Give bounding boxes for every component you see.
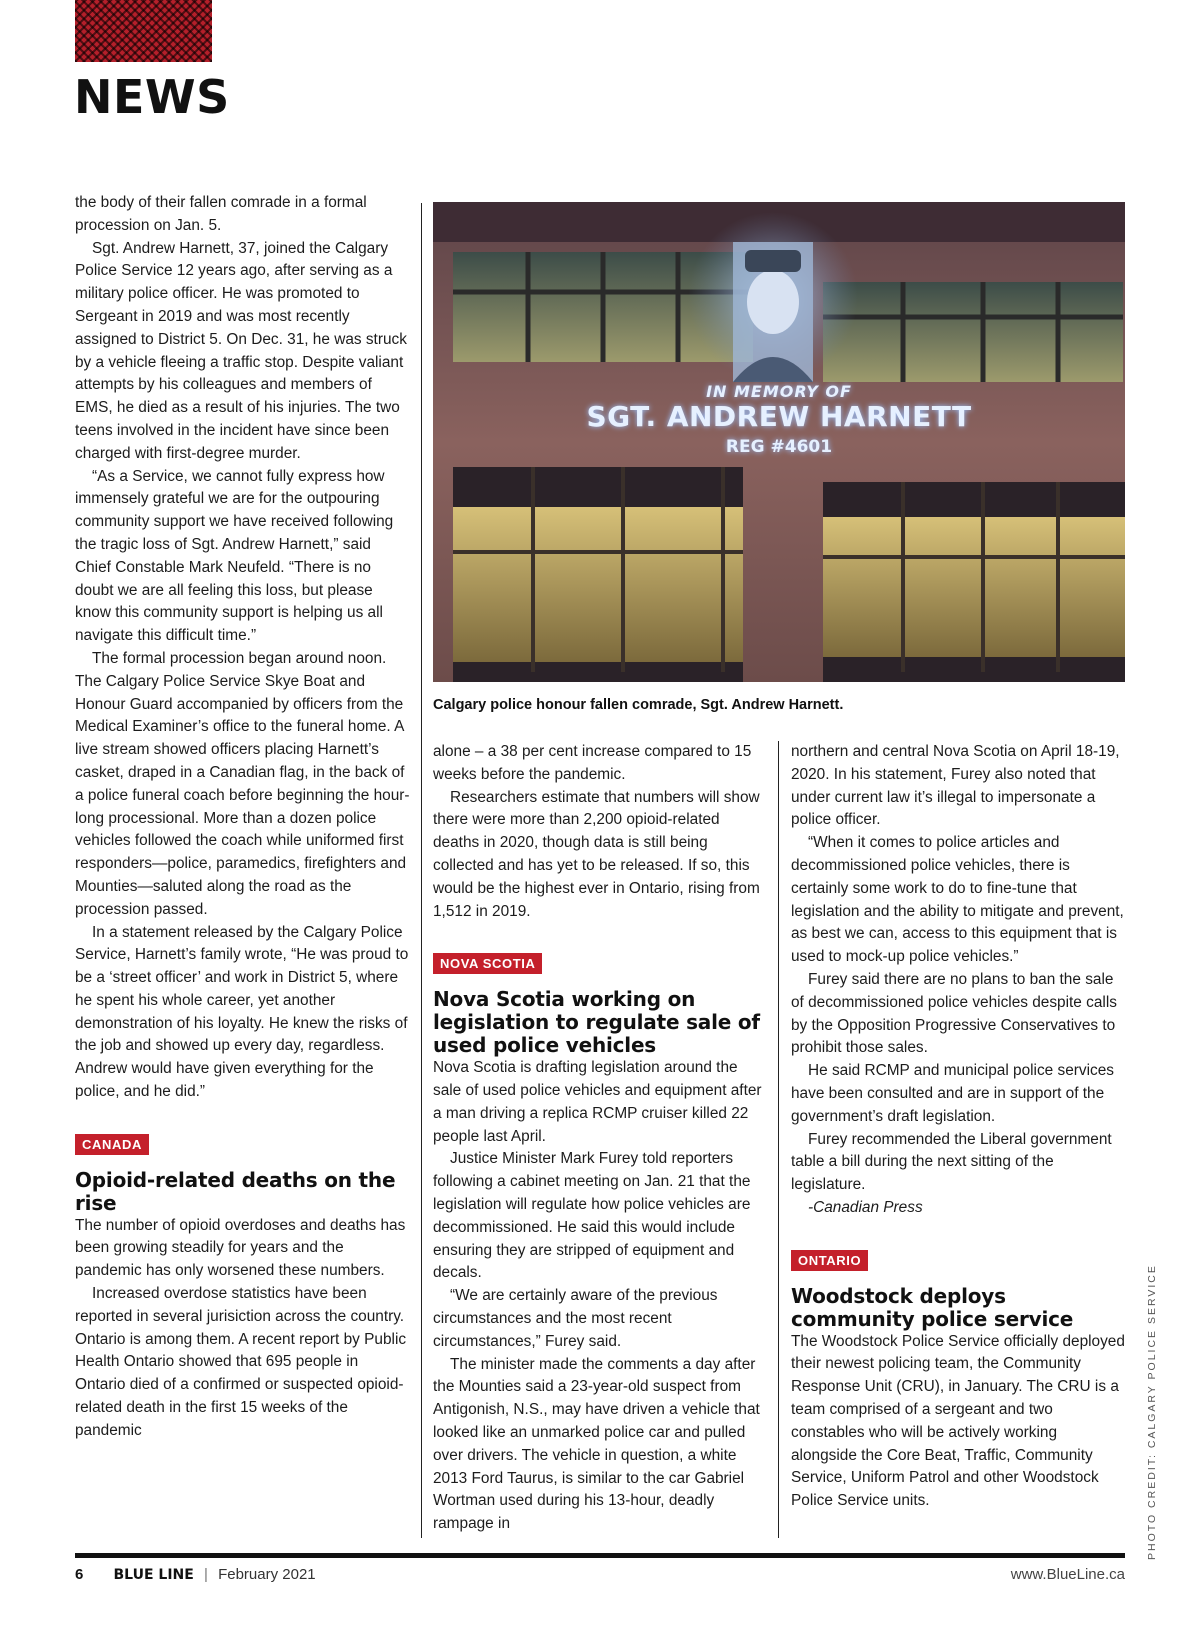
column-divider — [778, 741, 779, 1538]
section-title: NEWS — [74, 70, 230, 124]
issue-date: February 2021 — [218, 1566, 316, 1583]
opioid-paragraph: Increased overdose statistics have been reported in several jurisiction across the country. Ontario is among them. A recent report by Public Health Ontario showed that 695 people in Ontario died of a confirmed or suspected opioid-related death in the first 15 weeks of the pandemic — [75, 1285, 407, 1439]
nova-scotia-paragraph: northern and central Nova Scotia on April 18-19, 2020. In his statement, Furey also noted that under current law it’s illegal to impersonate a police officer. — [791, 743, 1120, 829]
nova-scotia-paragraph: He said RCMP and municipal police services have been consulted and are in support of the government’s draft legislation. — [791, 1062, 1114, 1125]
column-2 — [433, 741, 765, 1536]
column-1 — [75, 192, 411, 1443]
page-footer — [75, 1566, 1125, 1588]
ontario-paragraph: The Woodstock Police Service officially deployed their newest policing team, the Community Response Unit (CRU), in January. The CRU is a team comprised of a sergeant and two constables who will be actively working alongside the Core Beat, Traffic, Community Service, Uniform Patrol and other Woodstock Police Service units. — [791, 1332, 1125, 1510]
page-number: 6 — [75, 1566, 84, 1583]
nova-scotia-paragraph: Furey said there are no plans to ban the sale of decommissioned police vehicles despite calls by the Opposition Progressive Conservatives to prohibit those sales. — [791, 970, 1117, 1057]
nova-scotia-paragraph: The minister made the comments a day after the Mounties said a 23-year-old suspect from Antigonish, N.S., may have driven a vehicle that looked like an unmarked police car and pulled over drivers. The vehicle in question, a white 2013 Ford Taurus, is similar to the car Gabriel Wortman used during his 13-hour, deadly rampage in — [433, 1355, 760, 1533]
opioid-paragraph: alone – a 38 per cent increase compared to 15 weeks before the pandemic. — [433, 743, 752, 783]
nova-scotia-paragraph: Nova Scotia is drafting legislation around the sale of used police vehicles and equipment after a man driving a replica RCMP cruiser killed 22 people last April. — [433, 1059, 762, 1145]
nova-scotia-paragraph: “When it comes to police articles and decommissioned police vehicles, there is certainly some work to do to fine-tune that legislation and the ability to mitigate and prevent, as best we can, access to this equipment that is used to mock-up police vehicles.” — [791, 834, 1124, 966]
column-divider — [421, 203, 422, 1538]
column-3 — [791, 741, 1125, 1513]
photo-caption: Calgary police honour fallen comrade, Sgt. Andrew Harnett. — [433, 697, 844, 713]
nova-scotia-headline: Nova Scotia working on legislation to regulate sale of used police vehicles — [433, 987, 760, 1058]
photo-credit: PHOTO CREDIT: CALGARY POLICE SERVICE — [1146, 1264, 1158, 1560]
nova-scotia-paragraph: Justice Minister Mark Furey told reporters following a cabinet meeting on Jan. 21 that the legislation will regulate how police vehicles are decommissioned. He said this would include ensuring they are stripped of equipment and decals. — [433, 1150, 751, 1282]
region-tag-canada: CANADA — [75, 1134, 149, 1155]
harnett-paragraph: In a statement released by the Calgary Police Service, Harnett’s family wrote, “He was proud to be a ‘street officer’ and work in District 5, where he spent his whole career, yet another demonstration of his loyalty. He knew the risks of the job and showed up every day, regardless. Andrew would have given everything for the police, and he did.” — [75, 923, 409, 1101]
projected-portrait — [688, 212, 858, 382]
projection-line-3: REG #4601 — [725, 437, 833, 457]
projection-line-2: SGT. ANDREW HARNETT — [586, 400, 972, 433]
harnett-paragraph: “As a Service, we cannot fully express how immensely grateful we are for the outpouring community support we have received following the tragic loss of Sgt. Andrew Harnett,” said Chief Constable Mark Neufeld. “There is no doubt we are all feeling this loss, but please know this community support is helping us all navigate this difficult time.” — [75, 467, 394, 645]
article-signoff: -Canadian Press — [808, 1198, 923, 1216]
ontario-headline: Woodstock deploys community police service — [791, 1283, 1074, 1331]
nova-scotia-paragraph: Furey recommended the Liberal government table a bill during the next sitting of the legislature. — [791, 1130, 1112, 1194]
projection-text — [433, 382, 1125, 457]
website-link[interactable]: www.BlueLine.ca — [1010, 1566, 1125, 1583]
opioid-headline: Opioid-related deaths on the rise — [75, 1167, 396, 1215]
region-tag-ontario: ONTARIO — [791, 1250, 868, 1271]
region-tag-nova-scotia: NOVA SCOTIA — [433, 953, 542, 974]
header-pattern-block — [75, 0, 212, 62]
projection-line-1: IN MEMORY OF — [706, 382, 852, 401]
footer-rule — [75, 1553, 1125, 1558]
harnett-paragraph: Sgt. Andrew Harnett, 37, joined the Calgary Police Service 12 years ago, after serving as a military police officer. He was promoted to Sergeant in 2019 and was most recently assigned to District 5. On Dec. 31, he was struck by a vehicle fleeing a traffic stop. Despite valiant attempts by his colleagues and members of EMS, he died as a result of his injuries. The two teens involved in the incident have since been charged with first-degree murder. — [75, 239, 407, 462]
harnett-paragraph: the body of their fallen comrade in a formal procession on Jan. 5. — [75, 194, 367, 234]
opioid-paragraph: The number of opioid overdoses and deaths has been growing steadily for years and the pandemic has only worsened these numbers. — [75, 1216, 406, 1280]
nova-scotia-paragraph: “We are certainly aware of the previous circumstances and the most recent circumstances,” Furey said. — [433, 1287, 718, 1350]
harnett-paragraph: The formal procession began around noon. The Calgary Police Service Skye Boat and Honour Guard accompanied by officers from the Medical Examiner’s office to the funeral home. A live stream showed officers placing Harnett’s casket, draped in a Canadian flag, in the back of a police funeral coach before beginning the hour-long processional. More than a dozen police vehicles followed the coach while uniformed first responders—police, paramedics, firefighters and Mounties—saluted along the road as the procession passed. — [75, 649, 410, 918]
magazine-name: BLUE LINE — [113, 1567, 194, 1583]
footer-separator: | — [204, 1566, 208, 1583]
memorial-photo — [433, 202, 1125, 682]
opioid-paragraph: Researchers estimate that numbers will show there were more than 2,200 opioid-related deaths in 2020, though data is still being collected and has yet to be released. If so, this would be the highest ever in Ontario, rising from 1,512 in 2019. — [433, 788, 760, 920]
